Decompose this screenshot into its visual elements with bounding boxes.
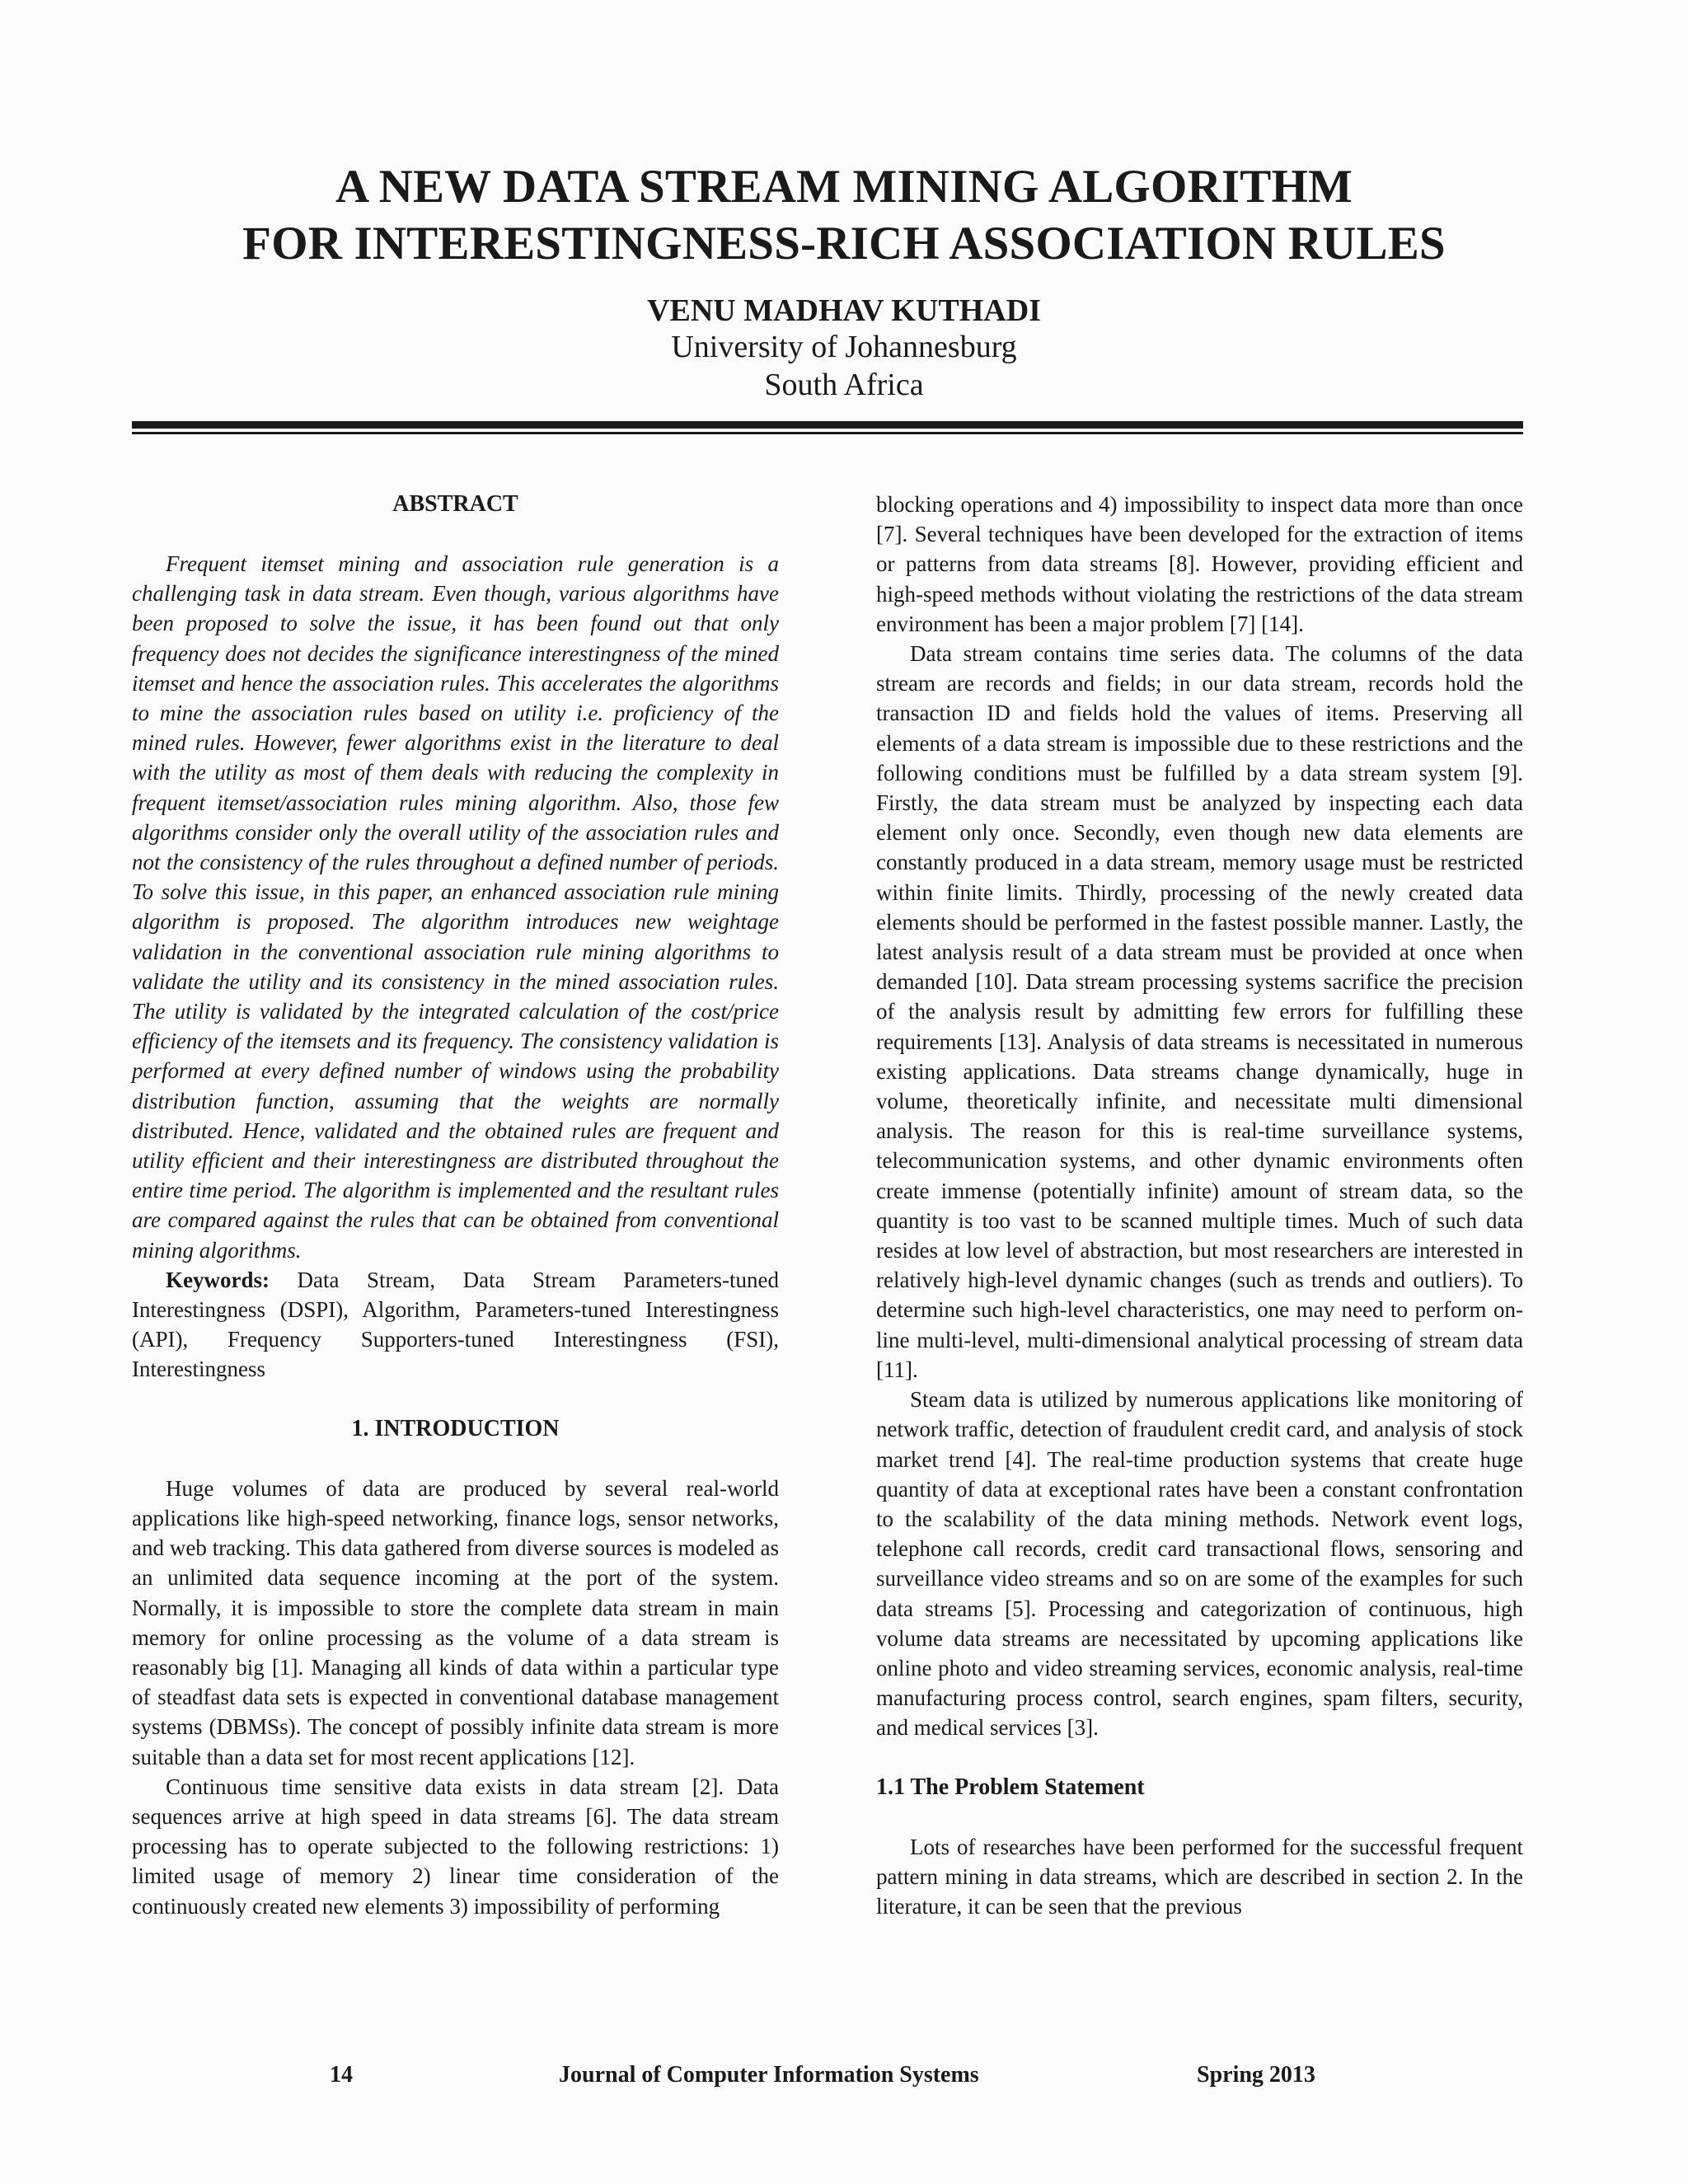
keywords-text: Data Stream, Data Stream Parameters-tuned Interestingness (DSPI), Algorithm, Parameters-tuned Interestingness (API), Frequency Supporters-tuned Interestingness (FSI), Interestingness — [132, 1267, 780, 1382]
author-affiliation — [0, 328, 1688, 404]
footer-journal-name: Journal of Computer Information Systems — [559, 2062, 979, 2088]
affiliation-institution: University of Johannesburg — [671, 330, 1017, 364]
problem-statement-paragraph-1: Lots of researches have been performed for the successful frequent pattern mining in data streams, which are described in section 2. In the literature, it can be seen that the previous — [876, 1834, 1523, 1919]
title-line-2: FOR INTERESTINGNESS-RICH ASSOCIATION RULES — [242, 218, 1446, 269]
intro-paragraph-2-continued: blocking operations and 4) impossibility to inspect data more than once [7]. Several techniques have been developed for the extraction of items or patterns from data streams [8]. However, providing efficient and high-speed methods without violating the restrictions of the data stream environment has been a major problem [7] [14]. — [876, 492, 1523, 636]
intro-paragraph-4: Steam data is utilized by numerous applications like monitoring of network traffic, detection of fraudulent credit card, and analysis of stock market trend [4]. The real-time production systems that create huge quantity of data at exceptional rates have been a constant confrontation to the scalability of the data mining methods. Network event logs, telephone call records, credit card transactional flows, sensoring and surveillance video streams and so on are some of the examples for such data streams [5]. Processing and categorization of continuous, high volume data streams are necessitated by upcoming applications like online photo and video streaming services, economic analysis, real-time manufacturing process control, search engines, spam filters, security, and medical services [3]. — [876, 1387, 1523, 1741]
left-column — [132, 490, 779, 1921]
paper-title — [0, 158, 1688, 272]
intro-paragraph-3: Data stream contains time series data. The columns of the data stream are records and fields; in our data stream, records hold the transaction ID and fields hold the values of items. Preserving all elements of a data stream is impossible due to these restrictions and the following conditions must be fulfilled by a data stream system [9]. Firstly, the data stream must be analyzed by inspecting each data element only once. Secondly, even though new data elements are constantly produced in a data stream, memory usage must be restricted within finite limits. Thirdly, processing of the newly created data elements should be performed in the fastest possible manner. Lastly, the latest analysis result of a data stream must be provided at once when demanded [10]. Data stream processing systems sacrifice the precision of the analysis result by admitting few errors for fulfilling these requirements [13]. Analysis of data streams is necessitated in numerous existing applications. Data streams change dynamically, huge in volume, theoretically infinite, and necessitate multi dimensional analysis. The reason for this is real-time surveillance systems, telecommunication systems, and other dynamic environments often create immense (potentially infinite) amount of stream data, so the quantity is too vast to be scanned multiple times. Much of such data resides at low level of abstraction, but most researchers are interested in relatively high-level dynamic changes (such as trends and outliers). To determine such high-level characteristics, one may need to perform on-line multi-level, multi-dimensional analytical processing of stream data [11]. — [876, 641, 1523, 1382]
title-line-1: A NEW DATA STREAM MINING ALGORITHM — [335, 161, 1353, 213]
abstract-text: Frequent itemset mining and association rule generation is a challenging task in data stream. Even though, various algorithms have been proposed to solve the issue, it has been found out that only frequency does not decides the significance interestingness of the mined itemset and hence the association rules. This accelerates the algorithms to mine the association rules based on utility i.e. proficiency of the mined rules. However, fewer algorithms exist in the literature to deal with the utility as most of them deals with reducing the complexity in frequent itemset/association rules mining algorithm. Also, those few algorithms consider only the overall utility of the association rules and not the consistency of the rules throughout a defined number of periods. To solve this issue, in this paper, an enhanced association rule mining algorithm is proposed. The algorithm introduces new weightage validation in the conventional association rule mining algorithms to validate the utility and its consistency in the mined association rules. The utility is validated by the integrated calculation of the cost/price efficiency of the itemsets and its frequency. The consistency validation is performed at every defined number of windows using the probability distribution function, assuming that the weights are normally distributed. Hence, validated and the obtained rules are frequent and utility efficient and their interestingness are distributed throughout the entire time period. The algorithm is implemented and the resultant rules are compared against the rules that can be obtained from conventional mining algorithms. — [132, 551, 779, 1263]
problem-statement-heading: 1.1 The Problem Statement — [876, 1774, 1145, 1800]
right-column — [876, 490, 1523, 1921]
header-divider-thick — [132, 421, 1523, 429]
header-divider-thin — [132, 432, 1523, 434]
keywords-label: Keywords: — [166, 1267, 270, 1292]
affiliation-country: South Africa — [764, 368, 924, 402]
footer-issue: Spring 2013 — [1197, 2062, 1315, 2088]
intro-paragraph-1: Huge volumes of data are produced by several real-world applications like high-speed networking, finance logs, sensor networks, and web tracking. This data gathered from diverse sources is modeled as an unlimited data sequence incoming at the port of the system. Normally, it is impossible to store the complete data stream in main memory for online processing as the volume of a data stream is reasonably big [1]. Managing all kinds of data within a particular type of steadfast data sets is expected in conventional database management systems (DBMSs). The concept of possibly infinite data stream is more suitable than a data set for most recent applications [12]. — [132, 1475, 779, 1769]
author-name: VENU MADHAV KUTHADI — [647, 293, 1041, 328]
introduction-heading: 1. INTRODUCTION — [351, 1415, 560, 1441]
keywords — [132, 1265, 779, 1385]
abstract-heading: ABSTRACT — [392, 491, 518, 517]
footer-page-number: 14 — [330, 2062, 353, 2088]
intro-paragraph-2: Continuous time sensitive data exists in data stream [2]. Data sequences arrive at high speed in data streams [6]. The data stream processing has to operate subjected to the following restrictions: 1) limited usage of memory 2) linear time consideration of the continuously created new elements 3) impossibility of performing — [132, 1774, 779, 1919]
